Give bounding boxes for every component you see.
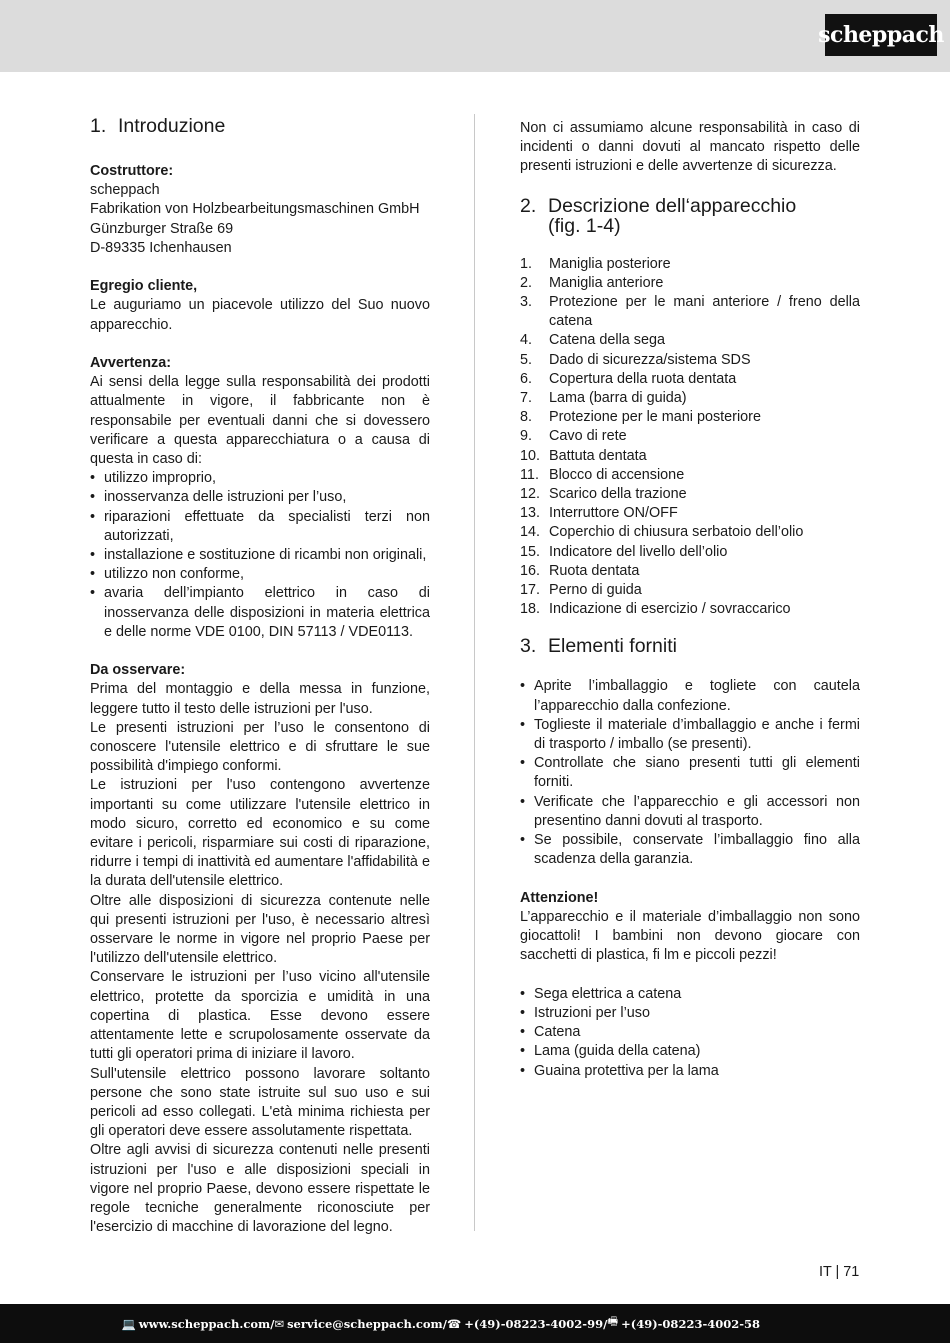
left-column bbox=[90, 116, 430, 1237]
section-3-heading: 3. Elementi forniti bbox=[520, 635, 677, 658]
list-item: • utilizzo non conforme, bbox=[90, 566, 244, 583]
list-item: • Aprite l’imballaggio e togliete con cautela l’apparecchio dalla confezione. bbox=[520, 678, 860, 714]
column-divider bbox=[474, 114, 475, 1231]
list-item: 15. Indicatore del livello dell’olio bbox=[520, 543, 728, 560]
list-item: • utilizzo improprio, bbox=[90, 470, 216, 487]
section-1-heading: 1. Introduzione bbox=[90, 115, 226, 137]
list-item: • inosservanza delle istruzioni per l’uso, bbox=[90, 489, 347, 506]
footer-band: 💻 www.scheppach.com / ✉ service@scheppach.com / ☎ +(49)-08223-4002-99 / 🖷 +(49)-08223-4002-58 bbox=[0, 1304, 950, 1343]
right-column bbox=[520, 119, 860, 1081]
list-item: 16. Ruota dentata bbox=[520, 562, 640, 579]
list-item: • Guaina protettiva per la lama bbox=[520, 1062, 719, 1079]
list-item: • Controllate che siano presenti tutti gli elementi forniti. bbox=[520, 755, 860, 791]
header-band bbox=[0, 0, 950, 72]
fax-icon: 🖷 bbox=[607, 1314, 619, 1328]
footer-website-link[interactable]: www.scheppach.com bbox=[138, 1316, 271, 1331]
list-item: 18. Indicazione di esercizio / sovraccarico bbox=[520, 601, 791, 618]
observe-block: Da osservare: Prima del montaggio e della messa in funzione, leggere tutto il testo delle istruzioni per l'uso. Le presenti istruzioni per l’uso le consentono di conoscere l'utensile elettrico e di sfruttare le sue possibilità d'impiego conformi. Le istruzioni per l'uso contengono avvertenze importanti su come utilizzare l'utensile elettrico in modo sicuro, corretto ed economico e su come evitare i pericoli, risparmiare sui costi di riparazione, ridurre i tempi di inattività ed aumentare l'affidabilità e la durata dell'utensile elettrico. Oltre alle disposizioni di sicurezza contenute nelle qui presenti istruzioni per l'uso, è necessario altresì osservare le norme in vigore nel proprio Paese per l'utilizzo dell'utensile elettrico. Conservare le istruzioni per l’uso vicino all'utensile elettrico, protette da sporcizia e umidità in una copertina di plastica. Esse devono essere attentamente lette e scrupolosamente osservate da tutti gli operatori prima di iniziare il lavoro. Sull'utensile elettrico possono lavorare soltanto persone che sono state istruite sul suo uso e sui pericoli ad esso collegati. L'età minima richiesta per gli operatori deve essere assolutamente rispettata. Oltre agli avvisi di sicurezza contenuti nelle presenti istruzioni per l'uso e alle disposizioni speciali in vigore nel proprio Paese, devono essere rispettate le regole tecniche generalmente riconosciute per l'esercizio di macchine di lavorazione del legno. bbox=[90, 662, 430, 1236]
list-item: • Toglieste il materiale d’imballaggio e anche i fermi di trasporto / imballo (se presenti). bbox=[520, 716, 860, 753]
list-item: 12. Scarico della trazione bbox=[520, 486, 687, 503]
list-item: 14. Coperchio di chiusura serbatoio dell’olio bbox=[520, 524, 804, 541]
list-item: 11. Blocco di accensione bbox=[520, 466, 685, 483]
manufacturer-block: Costruttore: scheppach Fabrikation von Holzbearbeitungsmaschinen GmbH Günzburger Straße 69 D-89335 Ichenhausen bbox=[90, 163, 420, 256]
warning-list bbox=[90, 469, 430, 642]
footer-email-link[interactable]: service@scheppach.com bbox=[287, 1316, 443, 1331]
list-item: • Se possibile, conservate l’imballaggio fino alla scadenza della garanzia. bbox=[520, 832, 860, 868]
footer-phone: +(49)-08223-4002-99 bbox=[464, 1316, 604, 1331]
list-item: • Catena bbox=[520, 1024, 581, 1041]
computer-icon: 💻 bbox=[121, 1316, 136, 1331]
list-item: 6. Copertura della ruota dentata bbox=[520, 370, 737, 387]
section-2-heading: 2. Descrizione dell‘apparecchio (fig. 1-4) bbox=[520, 194, 797, 237]
liability-text: Non ci assumiamo alcune responsabilità in caso di incidenti o danni dovuti al mancato rispetto delle presenti istruzioni e delle avvertenze di sicurezza. bbox=[520, 120, 860, 175]
attention-block: Attenzione! L’apparecchio e il materiale d’imballaggio non sono giocattoli! I bambini non devono giocare con sacchetti di plastica, fi lm e piccoli pezzi! bbox=[520, 889, 860, 964]
list-item: • Lama (guida della catena) bbox=[520, 1043, 701, 1060]
phone-icon: ☎ bbox=[446, 1316, 462, 1331]
footer-fax: +(49)-08223-4002-58 bbox=[621, 1316, 760, 1331]
list-item: 17. Perno di guida bbox=[520, 582, 642, 599]
warning-block: Avvertenza: Ai sensi della legge sulla responsabilità dei prodotti attualmente in vigore, il fabbricante non è responsabile per eventuali danni che si dovessero verificare a questa apparecchiatura o a causa di questa in caso di: • utilizzo improprio, • inosservanza delle istruzioni per l’uso, • riparazioni effettuate da specialisti terzi non autorizzati, • installazione e sostituzione di ricambi non originali, • utilizzo non conforme, • avaria dell’impianto elettrico in caso di inosservanza delle disposizioni in materia elettrica e delle norme VDE 0100, DIN 57113 / VDE0113. bbox=[90, 354, 430, 642]
list-item: • Verificate che l’apparecchio e gli accessori non presentino danni dovuti al trasporto. bbox=[520, 793, 860, 829]
list-item: 13. Interruttore ON/OFF bbox=[520, 505, 678, 522]
page-number: IT | 71 bbox=[819, 1264, 860, 1280]
supplied-items-list bbox=[520, 985, 860, 1081]
list-item: 8. Protezione per le mani posteriore bbox=[520, 409, 761, 426]
list-item: 9. Cavo di rete bbox=[520, 428, 627, 445]
parts-list bbox=[520, 255, 860, 620]
list-item: • riparazioni effettuate da specialisti terzi non autorizzati, bbox=[90, 508, 430, 544]
greeting-block: Egregio cliente, Le auguriamo un piacevole utilizzo del Suo nuovo apparecchio. bbox=[90, 278, 430, 333]
list-item: 3. Protezione per le mani anteriore / freno della catena bbox=[520, 294, 860, 330]
envelope-icon: ✉ bbox=[274, 1316, 285, 1331]
list-item: 7. Lama (barra di guida) bbox=[520, 390, 687, 407]
list-item: • Sega elettrica a catena bbox=[520, 985, 682, 1002]
list-item: 2. Maniglia anteriore bbox=[520, 274, 664, 291]
scheppach-logo: scheppach bbox=[825, 14, 937, 56]
list-item: 5. Dado di sicurezza/sistema SDS bbox=[520, 351, 751, 368]
list-item: • Istruzioni per l’uso bbox=[520, 1004, 650, 1021]
list-item: 4. Catena della sega bbox=[520, 332, 666, 349]
list-item: • avaria dell’impianto elettrico in caso di inosservanza delle disposizioni in materia elettrica e delle norme VDE 0100, DIN 57113 / VDE0113. bbox=[90, 585, 430, 640]
list-item: 10. Battuta dentata bbox=[520, 447, 647, 464]
list-item: 1. Maniglia posteriore bbox=[520, 255, 671, 272]
list-item: • installazione e sostituzione di ricambi non originali, bbox=[90, 547, 427, 564]
unpack-steps-list bbox=[520, 677, 860, 869]
